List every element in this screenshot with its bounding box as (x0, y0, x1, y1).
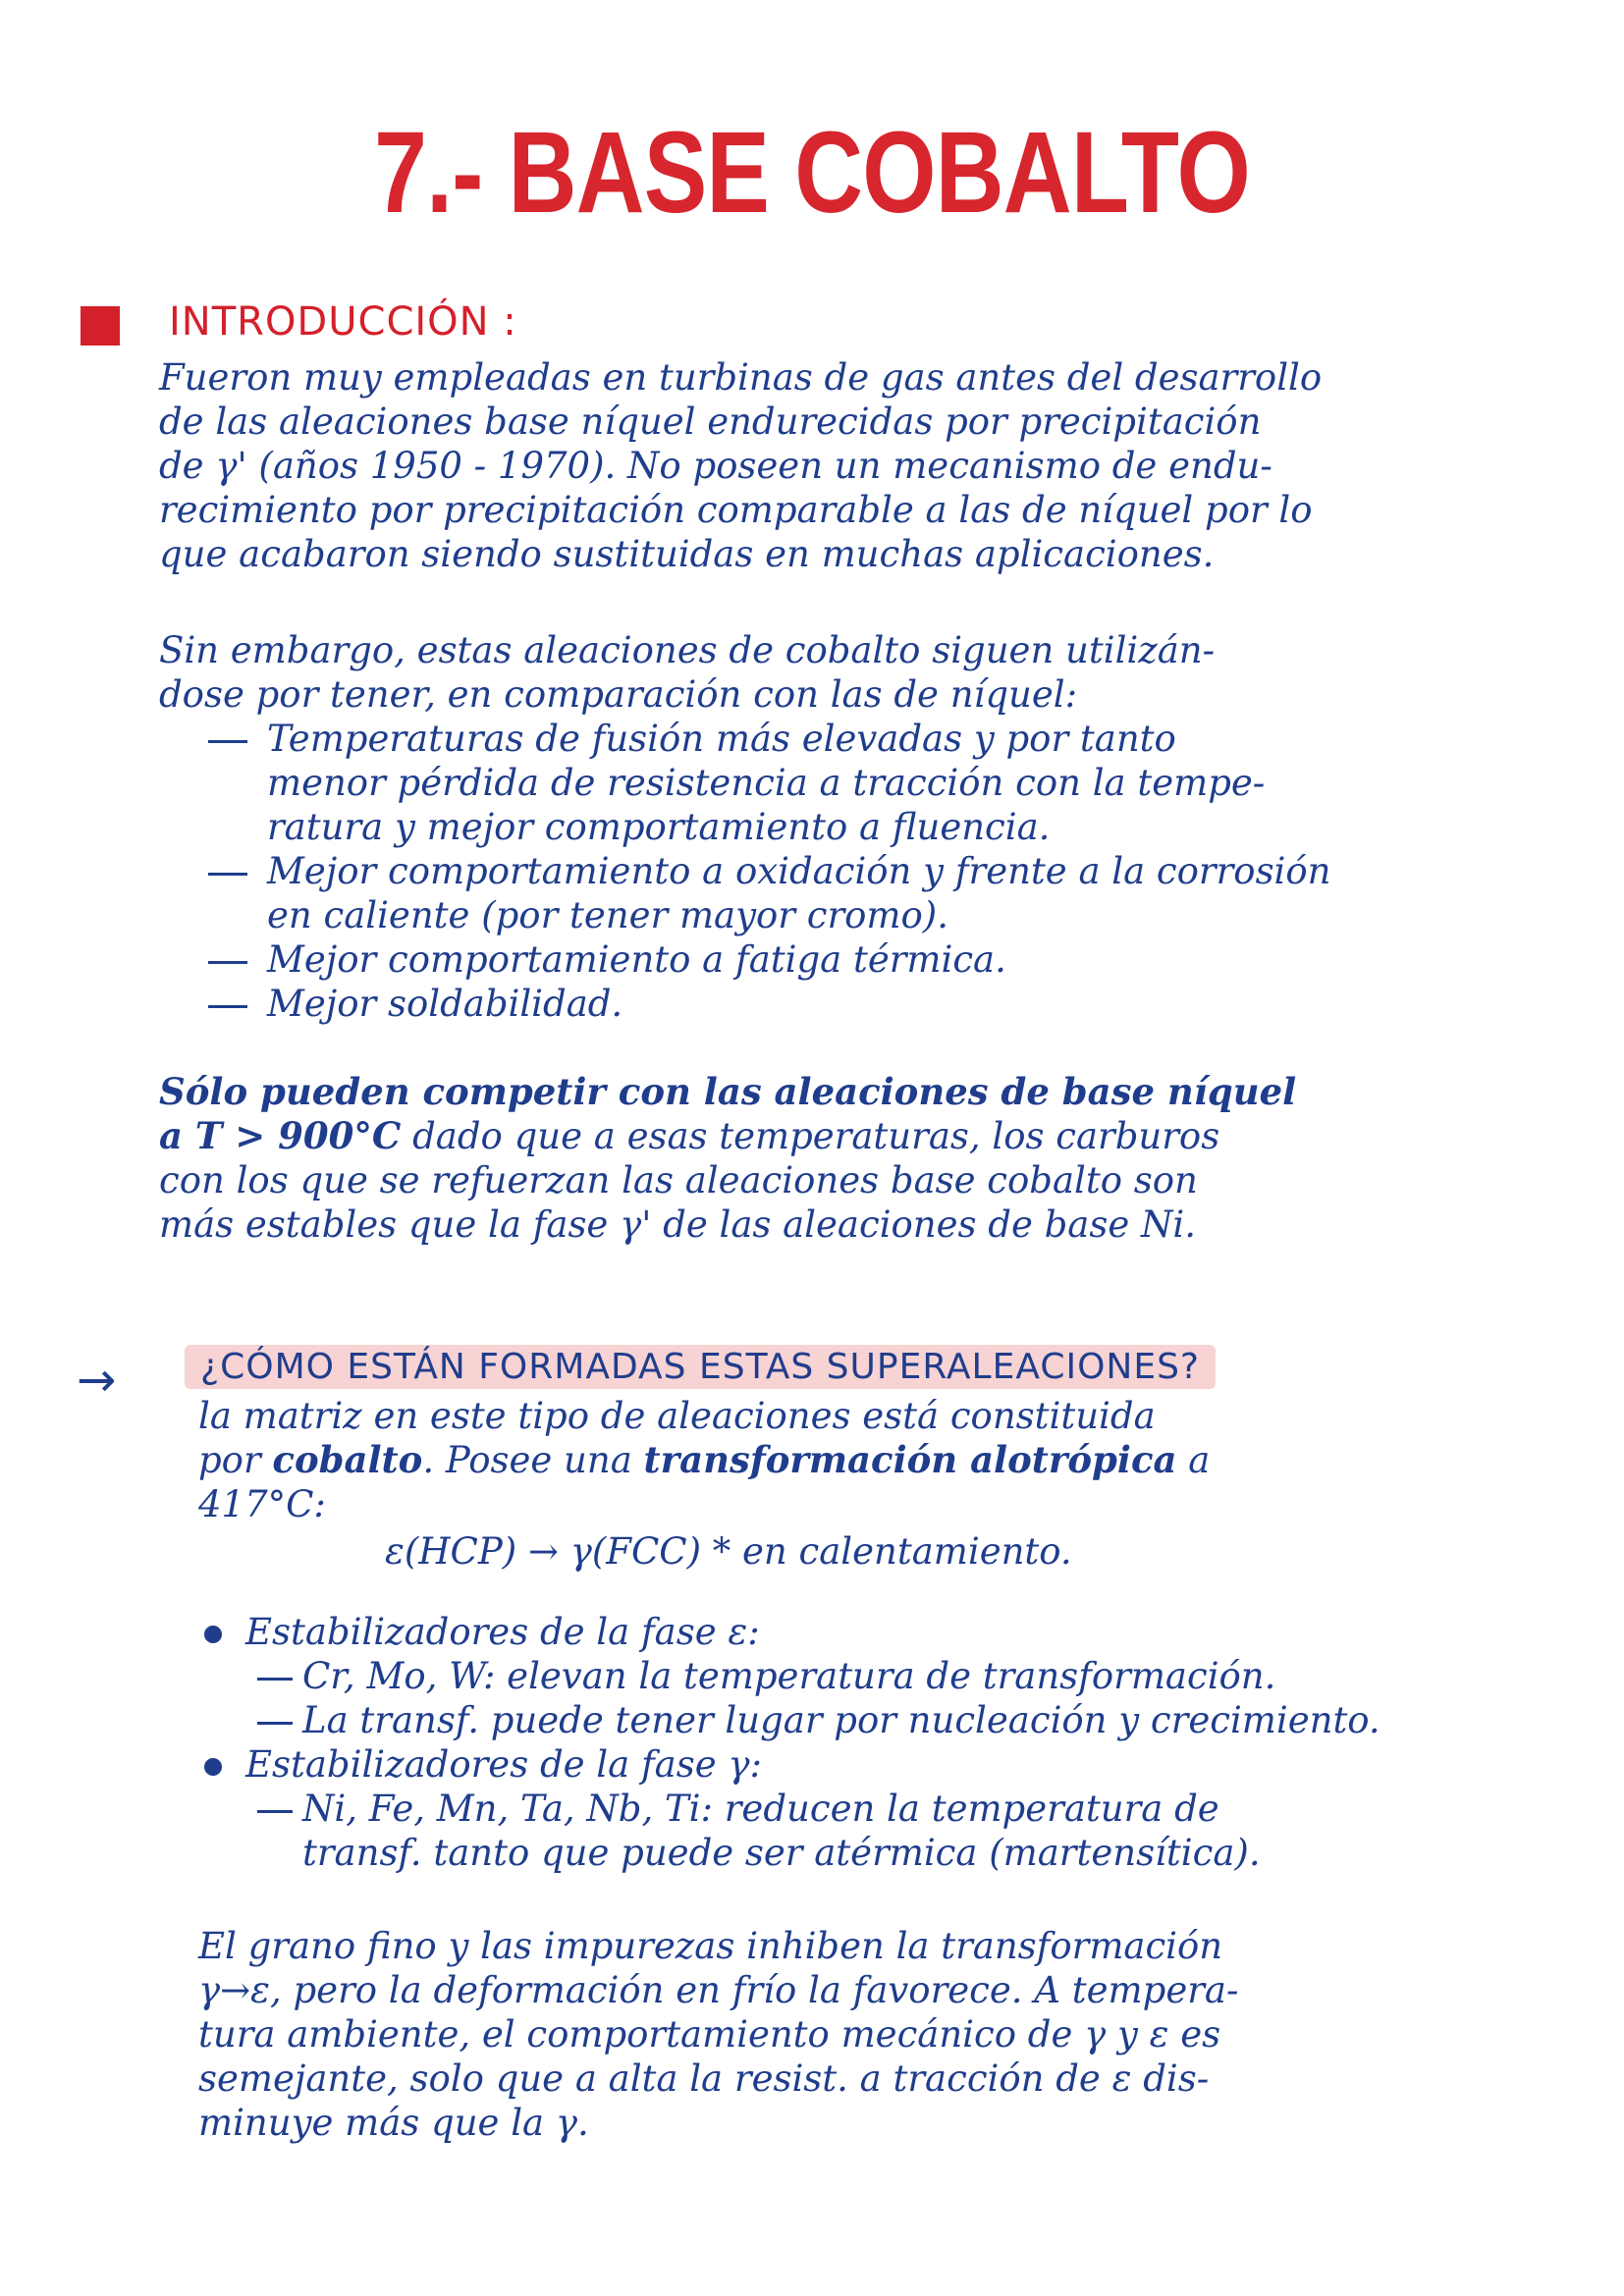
bullet-item-gamma (198, 1742, 1612, 1875)
intro-paragraph-2 (159, 628, 1583, 717)
text-line: semejante, solo que a alta la resist. a tracción de ε dis- (198, 2057, 1210, 2100)
section-question-highlight: ¿CÓMO ESTÁN FORMADAS ESTAS SUPERALEACIONES? (185, 1345, 1216, 1389)
text-line: Fueron muy empleadas en turbinas de gas antes del desarrollo (159, 356, 1323, 399)
bold-text: cobalto (272, 1438, 423, 1481)
text-span: por (198, 1439, 273, 1481)
page-title: 7.- BASE COBALTO (374, 108, 1250, 238)
text-line: El grano fino y las impurezas inhiben la transformación (198, 1925, 1223, 1967)
advantage-item (208, 982, 1602, 1026)
text-line: en caliente (por tener mayor cromo). (267, 894, 948, 936)
text-line: Ni, Fe, Mn, Ta, Nb, Ti: reducen la temperatura de (302, 1788, 1219, 1830)
text-line: la matriz en este tipo de aleaciones está constituida (198, 1395, 1156, 1437)
text-line: recimiento por precipitación comparable a las de níquel por lo (159, 489, 1313, 531)
sub-item (245, 1787, 1612, 1875)
text-line-bold (159, 1070, 1583, 1114)
text-line: transf. tanto que puede ser atérmica (martensítica). (302, 1832, 1261, 1874)
text-span: . Posee una (422, 1439, 644, 1481)
text-line: que acabaron siendo sustituidas en muchas aplicaciones. (159, 533, 1215, 575)
text-span: a (1176, 1439, 1211, 1481)
text-line: Mejor comportamiento a fatiga térmica. (267, 938, 1006, 981)
matrix-paragraph (198, 1394, 1622, 1526)
advantage-item (208, 937, 1602, 982)
bullet-item-epsilon (198, 1610, 1612, 1742)
arrow-right-icon: → (77, 1353, 117, 1408)
text-line: Mejor comportamiento a oxidación y frente a la corrosión (267, 850, 1331, 892)
text-line: Estabilizadores de la fase γ: (245, 1743, 762, 1786)
sub-item: Cr, Mo, W: elevan la temperatura de transformación. (245, 1654, 1612, 1698)
text-line: 417°C: (198, 1483, 326, 1525)
text-line: de las aleaciones base níquel endurecidas por precipitación (159, 400, 1262, 443)
text-line: ratura y mejor comportamiento a fluencia. (267, 806, 1051, 848)
text-line: Estabilizadores de la fase ε: (245, 1611, 760, 1653)
closing-paragraph (198, 1924, 1622, 2145)
transformation-formula: ε(HCP) → γ(FCC) * en calentamiento. (385, 1530, 1072, 1573)
text-line: más estables que la fase γ' de las aleaciones de base Ni. (159, 1203, 1196, 1246)
text-line: Mejor soldabilidad. (267, 983, 623, 1025)
text-line: tura ambiente, el comportamiento mecánico de γ y ε es (198, 2013, 1221, 2056)
text-line: dose por tener, en comparación con las de níquel: (159, 673, 1078, 716)
advantage-item (208, 849, 1602, 937)
bold-text: a T > 900°C (159, 1114, 402, 1157)
stabilizers-list (198, 1610, 1612, 1875)
section-marker-square (81, 306, 120, 346)
intro-paragraph-3 (159, 1070, 1583, 1247)
text-span: dado que a esas temperaturas, los carburos (401, 1115, 1220, 1157)
text-line: minuye más que la γ. (198, 2102, 589, 2144)
sub-item: La transf. puede tener lugar por nucleación y crecimiento. (245, 1698, 1612, 1742)
text-line (159, 1114, 1583, 1158)
advantage-item (208, 717, 1602, 849)
section-heading-introduccion: INTRODUCCIÓN : (169, 299, 517, 345)
text-line: Sin embargo, estas aleaciones de cobalto siguen utilizán- (159, 629, 1216, 671)
text-line: con los que se refuerzan las aleaciones base cobalto son (159, 1159, 1198, 1201)
text-line: Temperaturas de fusión más elevadas y por tanto (267, 718, 1176, 760)
intro-paragraph-1 (159, 355, 1583, 576)
text-line (198, 1438, 1622, 1482)
bold-text: transformación alotrópica (643, 1438, 1177, 1481)
bold-text: Sólo pueden competir con las aleaciones de base níquel (159, 1070, 1297, 1113)
text-line: de γ' (años 1950 - 1970). No poseen un mecanismo de endu- (159, 445, 1272, 487)
text-line: γ→ε, pero la deformación en frío la favorece. A tempera- (198, 1969, 1239, 2011)
text-line: menor pérdida de resistencia a tracción con la tempe- (267, 762, 1266, 804)
advantages-list (208, 717, 1602, 1026)
